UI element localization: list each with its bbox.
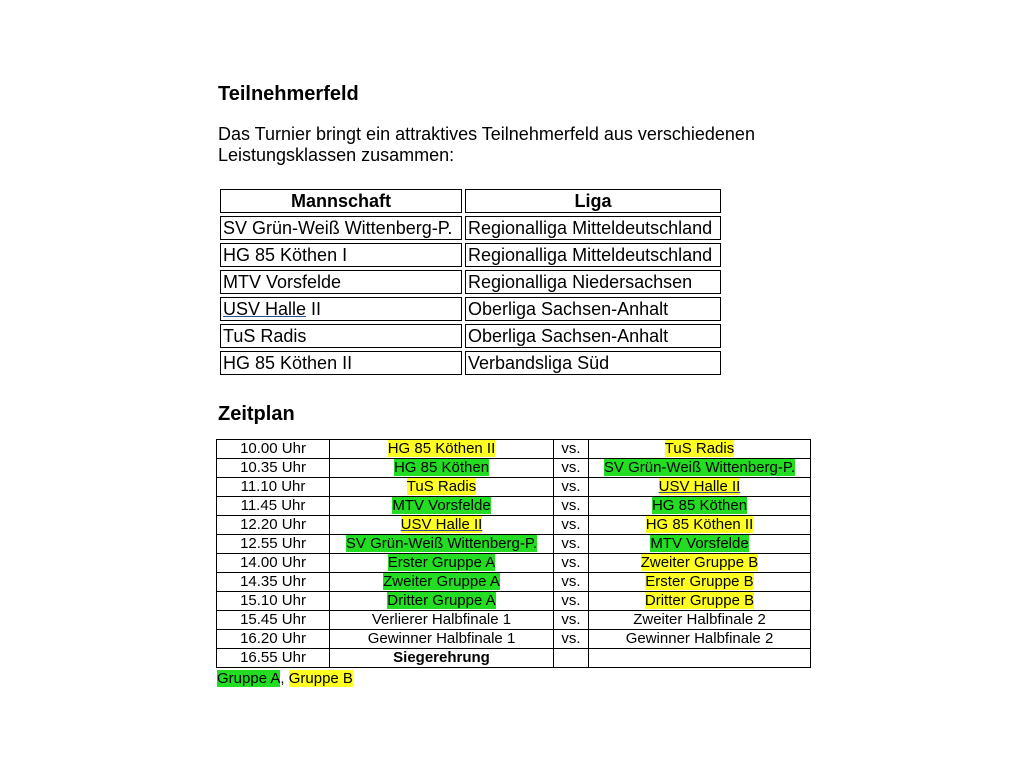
vs-cell: vs.	[554, 573, 589, 592]
team-a: Erster Gruppe A	[387, 554, 496, 571]
intro-paragraph	[218, 124, 818, 166]
team-link-usv-halle[interactable]: USV Halle	[223, 299, 307, 319]
team-a-cell	[330, 592, 554, 611]
time-cell: 16.55 Uhr	[217, 649, 330, 668]
team-b-cell: Zweiter Halbfinale 2	[589, 611, 811, 630]
table-row	[220, 351, 721, 375]
time-cell: 12.20 Uhr	[217, 516, 330, 535]
table-header-row	[220, 189, 721, 213]
team-a-cell: Gewinner Halbfinale 1	[330, 630, 554, 649]
time-cell: 10.35 Uhr	[217, 459, 330, 478]
league-cell: Regionalliga Mitteldeutschland	[465, 216, 721, 240]
table-row	[217, 459, 811, 478]
vs-cell: vs.	[554, 478, 589, 497]
table-row	[217, 649, 811, 668]
team-a-cell	[330, 440, 554, 459]
header-liga: Liga	[465, 189, 721, 213]
time-cell: 10.00 Uhr	[217, 440, 330, 459]
time-cell: 11.10 Uhr	[217, 478, 330, 497]
section-title-zeitplan: Zeitplan	[218, 403, 295, 425]
team-cell: TuS Radis	[220, 324, 462, 348]
table-row	[220, 243, 721, 267]
table-row	[217, 440, 811, 459]
team-a-cell: Verlierer Halbfinale 1	[330, 611, 554, 630]
team-a: Dritter Gruppe A	[387, 592, 496, 609]
team-b-cell	[589, 497, 811, 516]
team-a: TuS Radis	[406, 478, 477, 495]
team-a: HG 85 Köthen II	[387, 440, 496, 457]
league-cell: Regionalliga Mitteldeutschland	[465, 243, 721, 267]
table-row	[217, 592, 811, 611]
intro-line-2: Leistungsklassen zusammen:	[218, 145, 455, 165]
participants-table	[217, 186, 724, 378]
team-a-cell	[330, 535, 554, 554]
team-a-cell	[330, 478, 554, 497]
team-a: HG 85 Köthen	[393, 459, 490, 476]
league-cell: Oberliga Sachsen-Anhalt	[465, 297, 721, 321]
vs-cell: vs.	[554, 611, 589, 630]
team-cell: MTV Vorsfelde	[220, 270, 462, 294]
team-cell: HG 85 Köthen II	[220, 351, 462, 375]
team-cell: SV Grün-Weiß Wittenberg-P.	[220, 216, 462, 240]
table-row	[217, 630, 811, 649]
time-cell: 11.45 Uhr	[217, 497, 330, 516]
team-b: HG 85 Köthen	[651, 497, 748, 514]
vs-cell: vs.	[554, 516, 589, 535]
league-cell: Regionalliga Niedersachsen	[465, 270, 721, 294]
team-b: Dritter Gruppe B	[644, 592, 755, 609]
header-mannschaft: Mannschaft	[220, 189, 462, 213]
legend-separator: ,	[280, 670, 289, 687]
vs-cell: vs.	[554, 440, 589, 459]
team-a: Zweiter Gruppe A	[383, 573, 500, 590]
group-legend	[217, 669, 353, 688]
vs-cell: vs.	[554, 497, 589, 516]
team-b-cell	[589, 649, 811, 668]
table-row	[220, 324, 721, 348]
table-row	[217, 611, 811, 630]
team-a: USV Halle II	[400, 516, 483, 533]
team-a-cell	[330, 573, 554, 592]
ceremony-cell: Siegerehrung	[330, 649, 554, 668]
team-a-cell	[330, 516, 554, 535]
team-b: MTV Vorsfelde	[650, 535, 749, 552]
team-b-cell	[589, 535, 811, 554]
table-row	[220, 297, 721, 321]
schedule-table	[216, 439, 811, 668]
team-b-cell: Gewinner Halbfinale 2	[589, 630, 811, 649]
team-b-cell	[589, 478, 811, 497]
team-b: USV Halle II	[658, 478, 741, 495]
team-b-cell	[589, 592, 811, 611]
section-title-teilnehmerfeld: Teilnehmerfeld	[218, 83, 359, 105]
time-cell: 14.00 Uhr	[217, 554, 330, 573]
time-cell: 15.10 Uhr	[217, 592, 330, 611]
table-row	[217, 497, 811, 516]
table-row	[217, 478, 811, 497]
team-b: SV Grün-Weiß Wittenberg-P.	[603, 459, 796, 476]
time-cell: 16.20 Uhr	[217, 630, 330, 649]
table-row	[217, 554, 811, 573]
team-b-cell	[589, 516, 811, 535]
team-b: HG 85 Köthen II	[645, 516, 754, 533]
team-cell	[220, 297, 462, 321]
vs-cell: vs.	[554, 554, 589, 573]
team-a: SV Grün-Weiß Wittenberg-P.	[345, 535, 538, 552]
table-row	[217, 573, 811, 592]
table-row	[217, 535, 811, 554]
team-b-cell	[589, 554, 811, 573]
vs-cell: vs.	[554, 630, 589, 649]
team-b: TuS Radis	[664, 440, 735, 457]
time-cell: 15.45 Uhr	[217, 611, 330, 630]
team-a-cell	[330, 459, 554, 478]
intro-line-1: Das Turnier bringt ein attraktives Teilnehmerfeld aus verschiedenen	[218, 124, 755, 144]
legend-group-b: Gruppe B	[288, 670, 353, 687]
table-row	[220, 270, 721, 294]
legend-group-a: Gruppe A	[217, 670, 281, 687]
time-cell: 14.35 Uhr	[217, 573, 330, 592]
table-row	[220, 216, 721, 240]
time-cell: 12.55 Uhr	[217, 535, 330, 554]
team-a: MTV Vorsfelde	[392, 497, 491, 514]
vs-cell: vs.	[554, 592, 589, 611]
team-b-cell	[589, 573, 811, 592]
vs-cell-empty	[554, 649, 589, 668]
team-b-cell	[589, 440, 811, 459]
vs-cell: vs.	[554, 459, 589, 478]
vs-cell: vs.	[554, 535, 589, 554]
team-b: Zweiter Gruppe B	[640, 554, 759, 571]
team-cell: HG 85 Köthen I	[220, 243, 462, 267]
league-cell: Oberliga Sachsen-Anhalt	[465, 324, 721, 348]
team-a-cell	[330, 554, 554, 573]
league-cell: Verbandsliga Süd	[465, 351, 721, 375]
team-b-cell	[589, 459, 811, 478]
team-a-cell	[330, 497, 554, 516]
table-row	[217, 516, 811, 535]
team-suffix: II	[306, 299, 322, 319]
team-b: Erster Gruppe B	[645, 573, 754, 590]
